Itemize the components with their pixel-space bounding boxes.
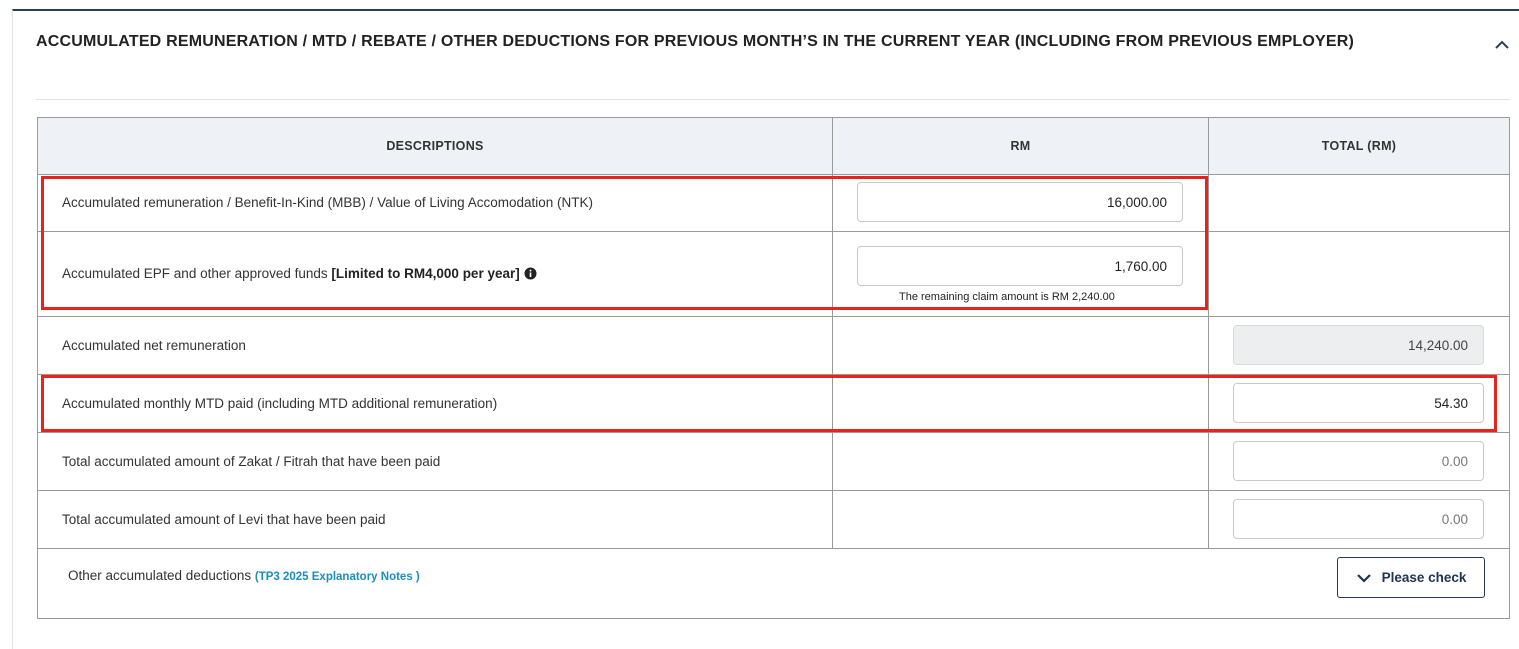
row-divider [38,374,1509,375]
please-check-button[interactable] [1337,557,1485,598]
column-divider [1208,118,1209,548]
please-check-label: Please check [1381,570,1467,585]
info-icon[interactable] [524,267,537,280]
table-row-label: Accumulated monthly MTD paid (including MTD additional remuneration) [62,396,498,411]
row-divider [38,316,1509,317]
other-deductions-label: Other accumulated deductions (TP3 2025 Explanatory Notes ) [68,568,420,583]
header-total: TOTAL (RM) [1321,138,1397,153]
row-divider [38,490,1509,491]
chevron-up-icon[interactable] [1493,38,1511,52]
deductions-table [37,117,1510,619]
row-divider [38,548,1509,549]
header-rm: RM [1010,138,1031,153]
chevron-down-icon [1356,572,1372,584]
accumulated-remuneration-input[interactable] [857,182,1183,222]
accumulated-mtd-input[interactable] [1233,383,1484,423]
levi-input[interactable] [1233,499,1484,539]
row-divider [38,231,1509,232]
table-row-label: Total accumulated amount of Zakat / Fitrah that have been paid [62,454,441,469]
panel-title: ACCUMULATED REMUNERATION / MTD / REBATE / OTHER DEDUCTIONS FOR PREVIOUS MONTH’S IN THE CURRENT YEAR (INCLUDING FROM PREVIOUS EMPLOYER) [36,33,1355,50]
header-descriptions: DESCRIPTIONS [386,138,484,153]
table-row-label: Accumulated EPF and other approved funds [Limited to RM4,000 per year] [62,266,537,281]
table-row-label: Accumulated remuneration / Benefit-In-Kind (MBB) / Value of Living Accomodation (NTK) [62,195,593,210]
remaining-claim-hint: The remaining claim amount is RM 2,240.00 [899,291,1115,303]
epf-limit-note: [Limited to RM4,000 per year] [331,266,520,281]
zakat-fitrah-input[interactable] [1233,441,1484,481]
table-row-label: Accumulated net remuneration [62,338,246,353]
explanatory-notes-link[interactable]: (TP3 2025 Explanatory Notes ) [254,571,420,583]
accumulated-epf-input[interactable] [857,246,1183,286]
accumulated-net-remuneration-field [1233,325,1484,365]
column-divider [832,118,833,548]
title-divider [36,99,1510,100]
table-row-label: Total accumulated amount of Levi that have been paid [62,512,386,527]
row-divider [38,432,1509,433]
